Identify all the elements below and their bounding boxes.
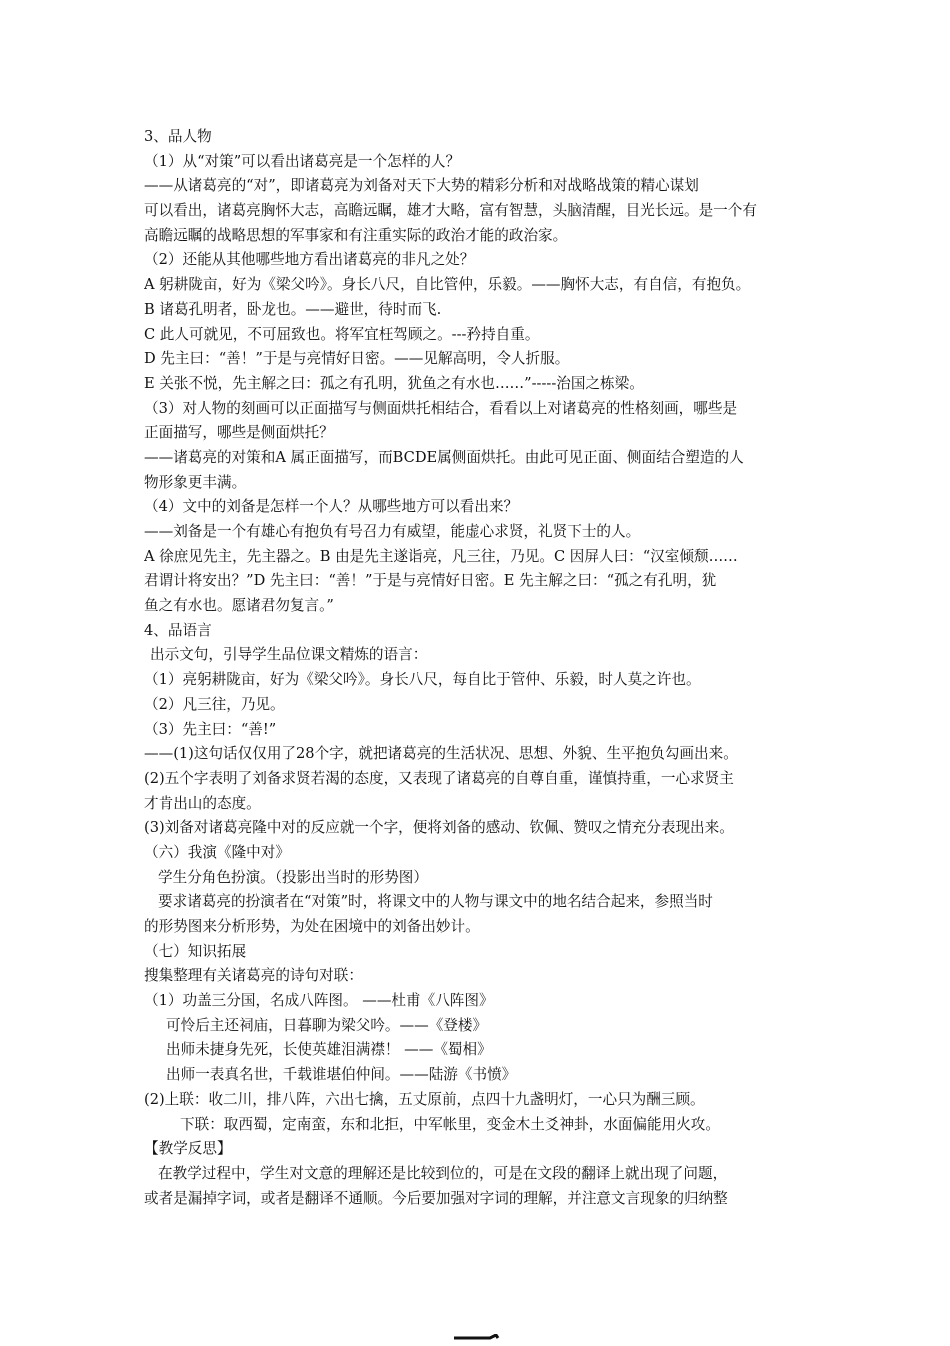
section-heading-characters: 3、品人物 (144, 128, 212, 145)
analysis-2-line-1: (2)五个字表明了刘备求贤若渴的态度，又表现了诸葛亮的自尊自重，谨慎持重，一心求贤主 (144, 769, 734, 787)
analysis-2-line-2: 才肯出山的态度。 (144, 794, 261, 812)
section-heading-extension: （七）知识拓展 (144, 942, 247, 960)
page-bottom-mark (452, 1334, 500, 1346)
extension-intro: 搜集整理有关诸葛亮的诗句对联： (144, 967, 363, 985)
question-2: （2）还能从其他哪些地方看出诸葛亮的非凡之处？ (144, 251, 475, 269)
item-a: A 躬耕陇亩，好为《梁父吟》。身长八尺，自比管仲，乐毅。——胸怀大志，有自信，有抱负。 (144, 276, 751, 294)
item-e: E 关张不悦，先主解之曰：孤之有孔明，犹鱼之有水也……”-----治国之栋梁。 (144, 374, 644, 392)
performance-line-3: 的形势图来分析形势，为处在困境中的刘备出妙计。 (144, 918, 480, 935)
performance-line-2: 要求诸葛亮的扮演者在“对策”时，将课文中的人物与课文中的地名结合起来，参照当时 (158, 893, 713, 911)
answer-1-line-3: 高瞻远瞩的战略思想的军事家和有注重实际的政治才能的政治家。 (144, 226, 568, 244)
answer-3-line-2: 物形象更丰满。 (144, 473, 247, 491)
evidence-line-2: 君谓计将安出？”D 先主曰：“善！”于是与亮情好日密。E 先主解之曰：“孤之有孔明，犹 (144, 572, 717, 590)
section-heading-language: 4、品语言 (144, 621, 212, 639)
poem-1: （1）功盖三分国，名成八阵图。 ——杜甫《八阵图》 (144, 992, 494, 1010)
couplet-lower: 下联：取西蜀，定南蛮，东和北拒，中军帐里，变金木土爻神卦，水面偏能用火攻。 (180, 1115, 720, 1133)
question-3-line-1: （3）对人物的刻画可以正面描写与侧面烘托相结合，看看以上对诸葛亮的性格刻画，哪些是 (144, 399, 738, 417)
poem-2: 可怜后主还祠庙，日暮聊为梁父吟。——《登楼》 (166, 1016, 488, 1034)
document-body (144, 125, 814, 1211)
sentence-1: （1）亮躬耕陇亩，好为《梁父吟》。身长八尺，每自比于管仲、乐毅，时人莫之许也。 (144, 671, 701, 689)
section-heading-reflection: 【教学反思】 (144, 1140, 232, 1158)
analysis-1: ——(1)这句话仅仅用了28个字，就把诸葛亮的生活状况、思想、外貌、生平抱负勾画出来。 (144, 745, 738, 763)
performance-line-1: 学生分角色扮演。（投影出当时的形势图） (158, 868, 428, 886)
answer-1-line-1: ——从诸葛亮的“对”，即诸葛亮为刘备对天下大势的精彩分析和对战略战策的精心谋划 (144, 177, 699, 195)
item-d: D 先主曰：“善！”于是与亮情好日密。——见解高明，令人折服。 (144, 350, 570, 368)
sentence-2: （2）凡三往，乃见。 (144, 695, 285, 713)
answer-4: ——刘备是一个有雄心有抱负有号召力有威望，能虚心求贤，礼贤下士的人。 (144, 523, 641, 540)
item-c: C 此人可就见，不可屈致也。将军宜枉驾顾之。---矜持自重。 (144, 325, 540, 343)
analysis-3: (3)刘备对诸葛亮隆中对的反应就一个字，便将刘备的感动、钦佩、赞叹之情充分表现出来。 (144, 819, 734, 837)
item-b: B 诸葛孔明者，卧龙也。——避世，待时而飞. (144, 300, 442, 318)
section-heading-performance: （六）我演《隆中对》 (144, 843, 290, 861)
question-1: （1）从“对策”可以看出诸葛亮是一个怎样的人？ (144, 152, 461, 170)
couplet-upper: (2)上联：收二川，排八阵，六出七擒，五丈原前，点四十九盏明灯，一心只为酬三顾。 (144, 1090, 705, 1108)
question-3-line-2: 正面描写，哪些是侧面烘托？ (144, 424, 334, 442)
language-intro: 出示文句，引导学生品位课文精炼的语言： (150, 646, 428, 664)
poem-4: 出师一表真名世，千载谁堪伯仲间。——陆游《书愤》 (166, 1066, 517, 1084)
evidence-line-1: A 徐庶见先主，先主器之。B 由是先主遂诣亮，凡三往，乃见。C 因屏人曰：“汉室倾颓…… (144, 547, 738, 565)
answer-3-line-1: ——诸葛亮的对策和A 属正面描写，而BCDE属侧面烘托。由此可见正面、侧面结合塑造的人 (144, 448, 744, 466)
poem-3: 出师未捷身先死，长使英雄泪满襟！ ——《蜀相》 (166, 1041, 492, 1059)
reflection-line-1: 在教学过程中，学生对文意的理解还是比较到位的，可是在文段的翻译上就出现了问题， (158, 1164, 728, 1182)
question-4: （4）文中的刘备是怎样一个人？从哪些地方可以看出来？ (144, 498, 519, 516)
reflection-line-2: 或者是漏掉字词，或者是翻译不通顺。今后要加强对字词的理解，并注意文言现象的归纳整 (144, 1189, 728, 1207)
evidence-line-3: 鱼之有水也。愿诸君勿复言。” (144, 597, 334, 615)
answer-1-line-2: 可以看出，诸葛亮胸怀大志，高瞻远瞩，雄才大略，富有智慧，头脑清醒，目光长远。是一个有 (144, 202, 757, 220)
sentence-3: （3）先主曰：“善!” (144, 720, 277, 738)
